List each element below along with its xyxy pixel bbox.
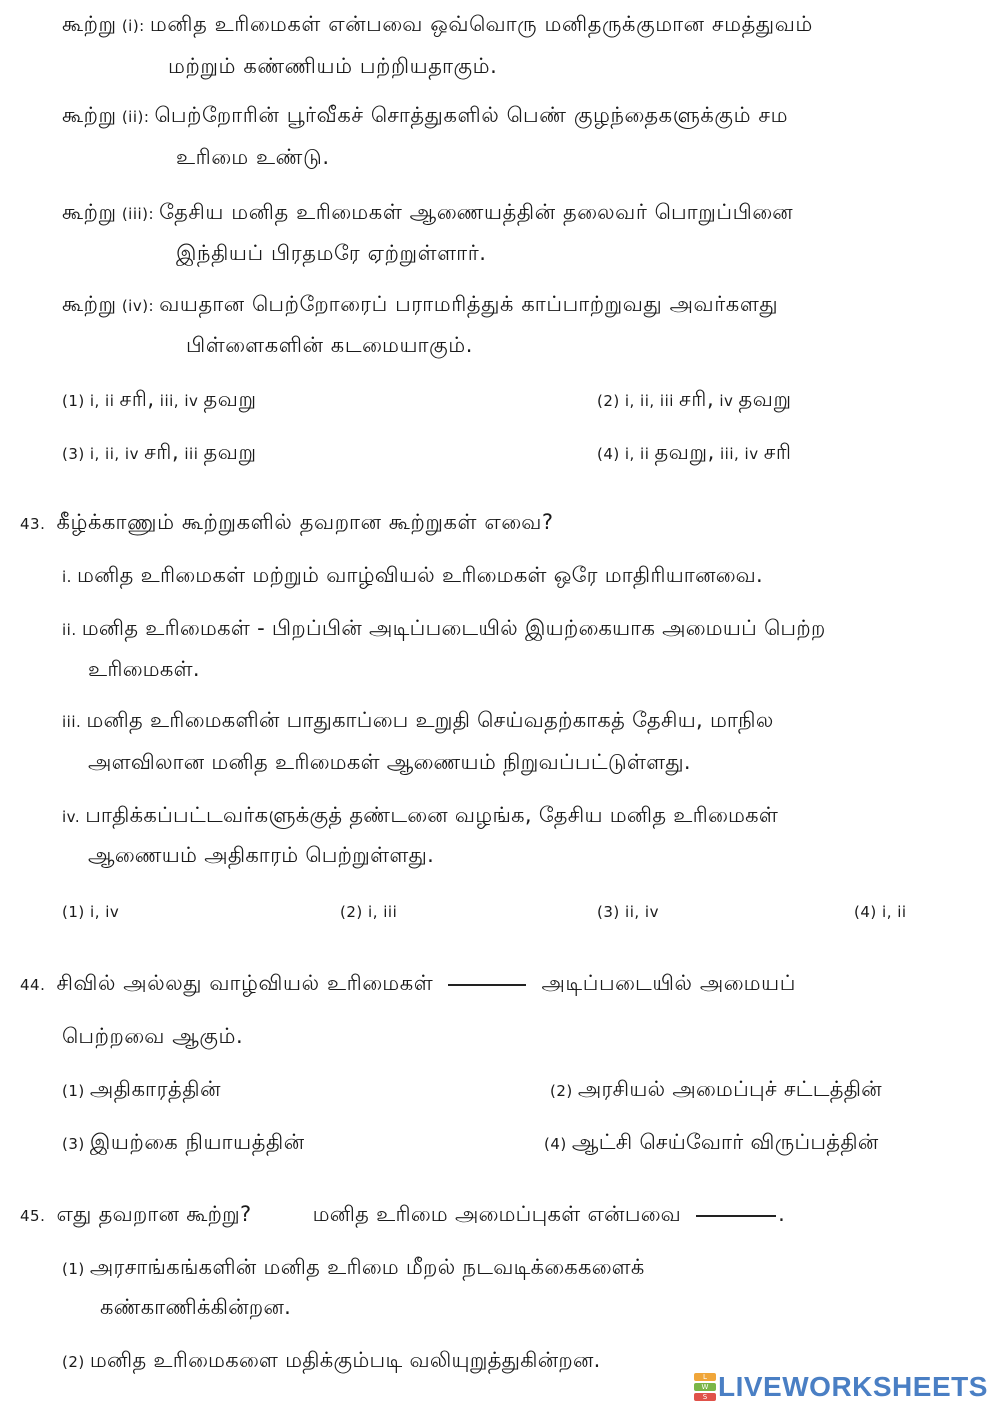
option-text: மனித உரிமைகளை மதிக்கும்படி வலியுறுத்துகின்றன. — [89, 1348, 601, 1372]
item-number: ii. — [62, 621, 77, 639]
question-text: கீழ்க்காணும் கூற்றுகளில் தவறான கூற்றுகள் எவை? — [56, 510, 554, 534]
option-text: i, ii — [882, 903, 907, 921]
statement-1 — [62, 12, 813, 39]
option-prefix: i, ii, iii — [624, 392, 674, 410]
logo-text: LIVEWORKSHEETS — [718, 1371, 988, 1402]
q43-item-4-line2: ஆணையம் அதிகாரம் பெற்றுள்ளது. — [88, 843, 435, 867]
option-number: (2) — [340, 903, 363, 921]
q43-item-4 — [62, 803, 778, 830]
answer-blank[interactable] — [696, 1215, 776, 1217]
statement-number: (iii): — [121, 205, 155, 223]
question-number: 43. — [20, 515, 46, 533]
question-number: 45. — [20, 1207, 46, 1225]
option-word: சரி, — [119, 387, 155, 411]
option-number: (2) — [62, 1353, 85, 1371]
q43-item-3 — [62, 708, 774, 735]
option-number: (4) — [854, 903, 877, 921]
statement-number: (i): — [121, 17, 145, 35]
option-word-2: தவறு — [203, 387, 257, 411]
option-number: (1) — [62, 1260, 85, 1278]
q42-option-3[interactable] — [62, 440, 257, 467]
option-text: இயற்கை நியாயத்தின் — [89, 1130, 305, 1154]
option-text: i, iii — [368, 903, 398, 921]
statement-4-line2: பிள்ளைகளின் கடமையாகும். — [186, 333, 474, 357]
option-suffix: iii — [184, 445, 199, 463]
option-text: ஆட்சி செய்வோர் விருப்பத்தின் — [571, 1130, 879, 1154]
option-number: (4) — [544, 1135, 567, 1153]
statement-2 — [62, 103, 788, 130]
q44-option-2[interactable] — [550, 1077, 882, 1104]
statement-3 — [62, 200, 793, 227]
item-number: i. — [62, 568, 72, 586]
q43-item-1 — [62, 563, 763, 590]
item-number: iii. — [62, 713, 82, 731]
question-text-part2: மனித உரிமை அமைப்புகள் என்பவை — [312, 1202, 682, 1226]
q43-item-2 — [62, 616, 826, 643]
q43-option-4[interactable] — [854, 903, 907, 921]
question-text-part1: சிவில் அல்லது வாழ்வியல் உரிமைகள் — [56, 971, 434, 995]
item-text: மனித உரிமைகள் மற்றும் வாழ்வியல் உரிமைகள் ஒரே மாதிரியானவை. — [77, 563, 763, 587]
option-number: (1) — [62, 392, 85, 410]
option-suffix: iii, iv — [159, 392, 199, 410]
statement-number: (ii): — [121, 108, 150, 126]
option-prefix: i, ii — [89, 392, 115, 410]
statement-label: கூற்று — [62, 103, 117, 127]
liveworksheets-logo — [694, 1372, 988, 1402]
logo-mark-l: L — [694, 1373, 716, 1381]
item-text: மனித உரிமைகள் - பிறப்பின் அடிப்படையில் இயற்கையாக அமையப் பெற்ற — [81, 616, 826, 640]
statement-text: மனித உரிமைகள் என்பவை ஒவ்வொரு மனிதருக்குமான சமத்துவம் — [149, 12, 813, 36]
statement-label: கூற்று — [62, 292, 117, 316]
item-text: மனித உரிமைகளின் பாதுகாப்பை உறுதி செய்வதற்காகத் தேசிய, மாநில — [86, 708, 774, 732]
logo-mark-w: W — [694, 1383, 716, 1391]
option-number: (2) — [550, 1082, 573, 1100]
question-44 — [20, 971, 796, 998]
option-word: சரி, — [144, 440, 180, 464]
option-suffix: iii, iv — [720, 445, 759, 463]
option-number: (2) — [597, 392, 620, 410]
q43-option-3[interactable] — [597, 903, 659, 921]
option-word-2: தவறு — [203, 440, 257, 464]
q42-option-1[interactable] — [62, 387, 257, 414]
question-44-line2: பெற்றவை ஆகும். — [62, 1024, 244, 1048]
statement-number: (iv): — [121, 297, 155, 315]
q43-option-2[interactable] — [340, 903, 397, 921]
option-word: தவறு, — [654, 440, 715, 464]
item-number: iv. — [62, 808, 81, 826]
statement-1-line2: மற்றும் கண்ணியம் பற்றியதாகும். — [168, 54, 498, 78]
q43-option-1[interactable] — [62, 903, 119, 921]
option-word-2: சரி — [763, 440, 792, 464]
option-number: (4) — [597, 445, 620, 463]
option-prefix: i, ii, iv — [89, 445, 139, 463]
option-word: சரி, — [679, 387, 715, 411]
question-number: 44. — [20, 976, 46, 994]
q45-option-1-line2: கண்காணிக்கின்றன. — [100, 1295, 292, 1319]
q44-option-1[interactable] — [62, 1077, 221, 1104]
q42-option-4[interactable] — [597, 440, 792, 467]
option-prefix: i, ii — [624, 445, 650, 463]
statement-2-line2: உரிமை உண்டு. — [176, 145, 330, 169]
option-number: (3) — [62, 1135, 85, 1153]
question-43 — [20, 510, 554, 537]
question-text-part2: அடிப்படையில் அமையப் — [541, 971, 796, 995]
q42-option-2[interactable] — [597, 387, 792, 414]
option-text: அதிகாரத்தின் — [89, 1077, 222, 1101]
option-text: i, iv — [90, 903, 120, 921]
logo-mark-s: S — [694, 1393, 716, 1401]
statement-text: வயதான பெற்றோரைப் பராமரித்துக் காப்பாற்றுவது அவர்களது — [159, 292, 779, 316]
option-number: (1) — [62, 1082, 85, 1100]
answer-blank[interactable] — [448, 984, 526, 986]
option-number: (1) — [62, 903, 85, 921]
q44-option-3[interactable] — [62, 1130, 305, 1157]
option-text: அரசியல் அமைப்புச் சட்டத்தின் — [577, 1077, 882, 1101]
logo-mark-icon — [694, 1373, 716, 1401]
q44-option-4[interactable] — [544, 1130, 879, 1157]
statement-text: பெற்றோரின் பூர்வீகச் சொத்துகளில் பெண் குழந்தைகளுக்கும் சம — [154, 103, 789, 127]
statement-3-line2: இந்தியப் பிரதமரே ஏற்றுள்ளார். — [176, 241, 487, 265]
option-number: (3) — [62, 445, 85, 463]
q45-option-1[interactable] — [62, 1255, 645, 1282]
statement-label: கூற்று — [62, 12, 117, 36]
question-end: . — [778, 1202, 786, 1226]
option-number: (3) — [597, 903, 620, 921]
statement-text: தேசிய மனித உரிமைகள் ஆணையத்தின் தலைவர் பொறுப்பினை — [159, 200, 794, 224]
q43-item-3-line2: அளவிலான மனித உரிமைகள் ஆணையம் நிறுவப்பட்டுள்ளது. — [88, 750, 691, 774]
item-text: பாதிக்கப்பட்டவர்களுக்குத் தண்டனை வழங்க, தேசிய மனித உரிமைகள் — [85, 803, 779, 827]
q43-item-2-line2: உரிமைகள். — [88, 657, 200, 681]
question-45 — [20, 1202, 785, 1229]
q45-option-2[interactable] — [62, 1348, 601, 1375]
statement-label: கூற்று — [62, 200, 117, 224]
statement-4 — [62, 292, 778, 319]
option-text: அரசாங்கங்களின் மனித உரிமை மீறல் நடவடிக்கைகளைக் — [89, 1255, 645, 1279]
option-text: ii, iv — [625, 903, 659, 921]
option-word-2: தவறு — [738, 387, 792, 411]
option-suffix: iv — [719, 392, 734, 410]
question-text-part1: எது தவறான கூற்று? — [56, 1202, 252, 1226]
